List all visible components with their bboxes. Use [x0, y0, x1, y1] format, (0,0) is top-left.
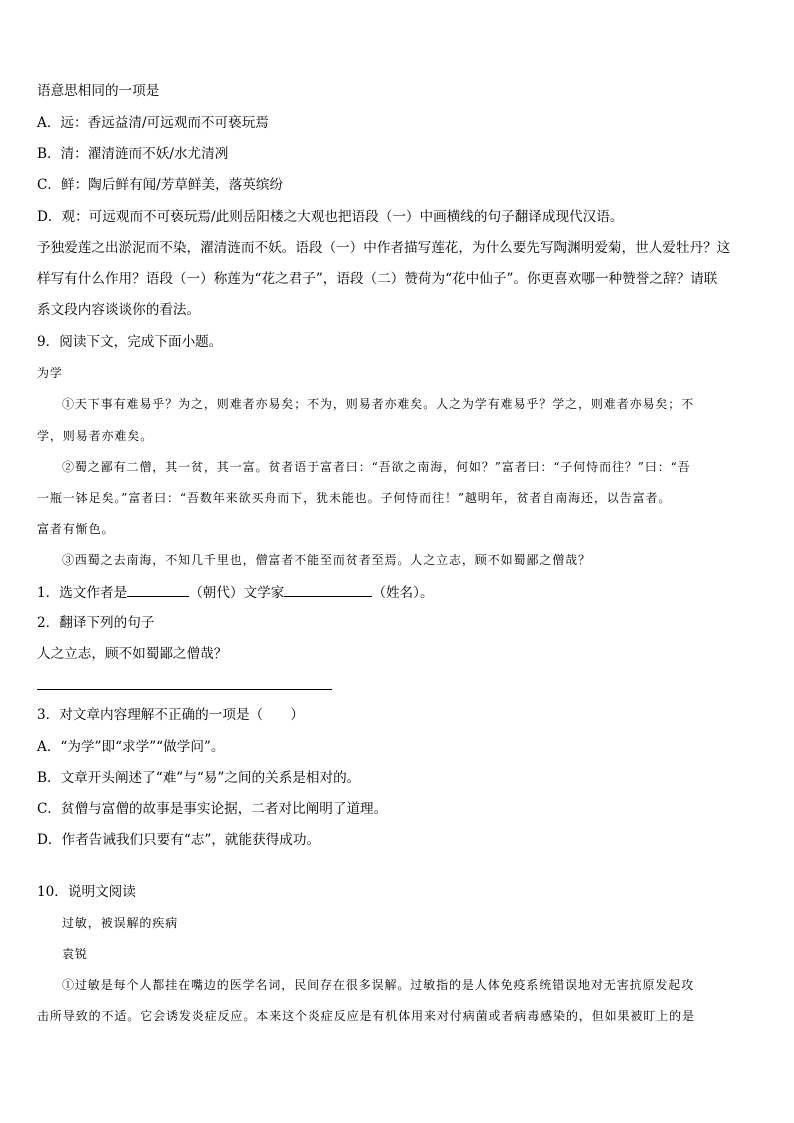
- answer-blank-name[interactable]: [284, 582, 372, 597]
- option-a: A．远：香远益清/可远观而不可亵玩焉: [37, 115, 269, 131]
- question-1-text: （朝代）文学家: [189, 585, 285, 601]
- passage-paragraph: ②蜀之鄙有二僧，其一贫，其一富。贫者语于富者曰：“吾欲之南海，何如？”富者曰：“子何恃而往？”曰：“吾: [62, 460, 691, 474]
- question-3: 3．对文章内容理解不正确的一项是（ ）: [37, 707, 304, 723]
- question-10-heading: 10．说明文阅读: [37, 884, 136, 900]
- passage-paragraph: 富者有惭色。: [37, 522, 115, 536]
- passage-paragraph: 学，则易者亦难矣。: [37, 429, 154, 443]
- option-b: B．文章开头阐述了“难”与“易”之间的关系是相对的。: [37, 770, 361, 786]
- article-author: 袁锐: [62, 947, 88, 961]
- option-c: C．贫僧与富僧的故事是事实论据，二者对比阐明了道理。: [37, 801, 388, 817]
- option-c: C．鲜：陶后鲜有闻/芳草鲜美，落英缤纷: [37, 177, 284, 193]
- question-text-line: 系文段内容谈谈你的看法。: [37, 302, 201, 318]
- passage-paragraph: ①天下事有难易乎？为之，则难者亦易矣；不为，则易者亦难矣。人之为学有难易乎？学之，则难者亦易矣；不: [62, 397, 695, 411]
- question-text-line: 予独爱莲之出淤泥而不染，濯清涟而不妖。语段（一）中作者描写莲花，为什么要先写陶渊明爱菊，世人爱牡丹？这: [37, 240, 731, 256]
- option-b: B．清：濯清涟而不妖/水尤清冽: [37, 146, 229, 162]
- answer-line[interactable]: [37, 689, 332, 690]
- option-d: D．观：可远观而不可亵玩焉/此则岳阳楼之大观也把语段（一）中画横线的句子翻译成现代汉语。: [37, 209, 624, 225]
- option-d: D．作者告诫我们只要有“志”，就能获得成功。: [37, 832, 321, 848]
- passage-paragraph: 一瓶一钵足矣。”富者曰：“吾数年来欲买舟而下，犹未能也。子何恃而往！”越明年，贫者自南海还，以告富者。: [37, 491, 672, 505]
- question-2: 2．翻译下列的句子: [37, 615, 155, 631]
- article-paragraph: 击所导致的不适。它会诱发炎症反应。本来这个炎症反应是有机体用来对付病菌或者病毒感染的，但如果被盯上的是: [37, 1009, 695, 1023]
- article-title: 过敏，被误解的疾病: [62, 916, 179, 930]
- passage-title: 为学: [37, 366, 63, 380]
- answer-blank-dynasty[interactable]: [127, 582, 189, 597]
- article-paragraph: ①过敏是每个人都挂在嘴边的医学名词，民间存在很多误解。过敏指的是人体免疫系统错误地对无害抗原发起攻: [62, 978, 695, 992]
- passage-paragraph: ③西蜀之去南海，不知几千里也，僧富者不能至而贫者至焉。人之立志，顾不如蜀鄙之僧哉？: [62, 553, 591, 567]
- question-2-sentence: 人之立志，顾不如蜀鄙之僧哉？: [37, 646, 228, 662]
- question-1-text: 1．选文作者是: [37, 585, 128, 601]
- option-a: A．“为学”即“求学”“做学问”。: [37, 739, 225, 755]
- question-stem-continuation: 语意思相同的一项是: [37, 83, 160, 99]
- question-1: [37, 582, 434, 603]
- question-1-text: （姓名）。: [372, 585, 434, 601]
- question-9-heading: 9．阅读下文，完成下面小题。: [37, 334, 223, 350]
- question-text-line: 样写有什么作用？语段（一）称莲为“花之君子”，语段（二）赞荷为“花中仙子”。你更喜欢哪一种赞誉之辞？请联: [37, 271, 718, 287]
